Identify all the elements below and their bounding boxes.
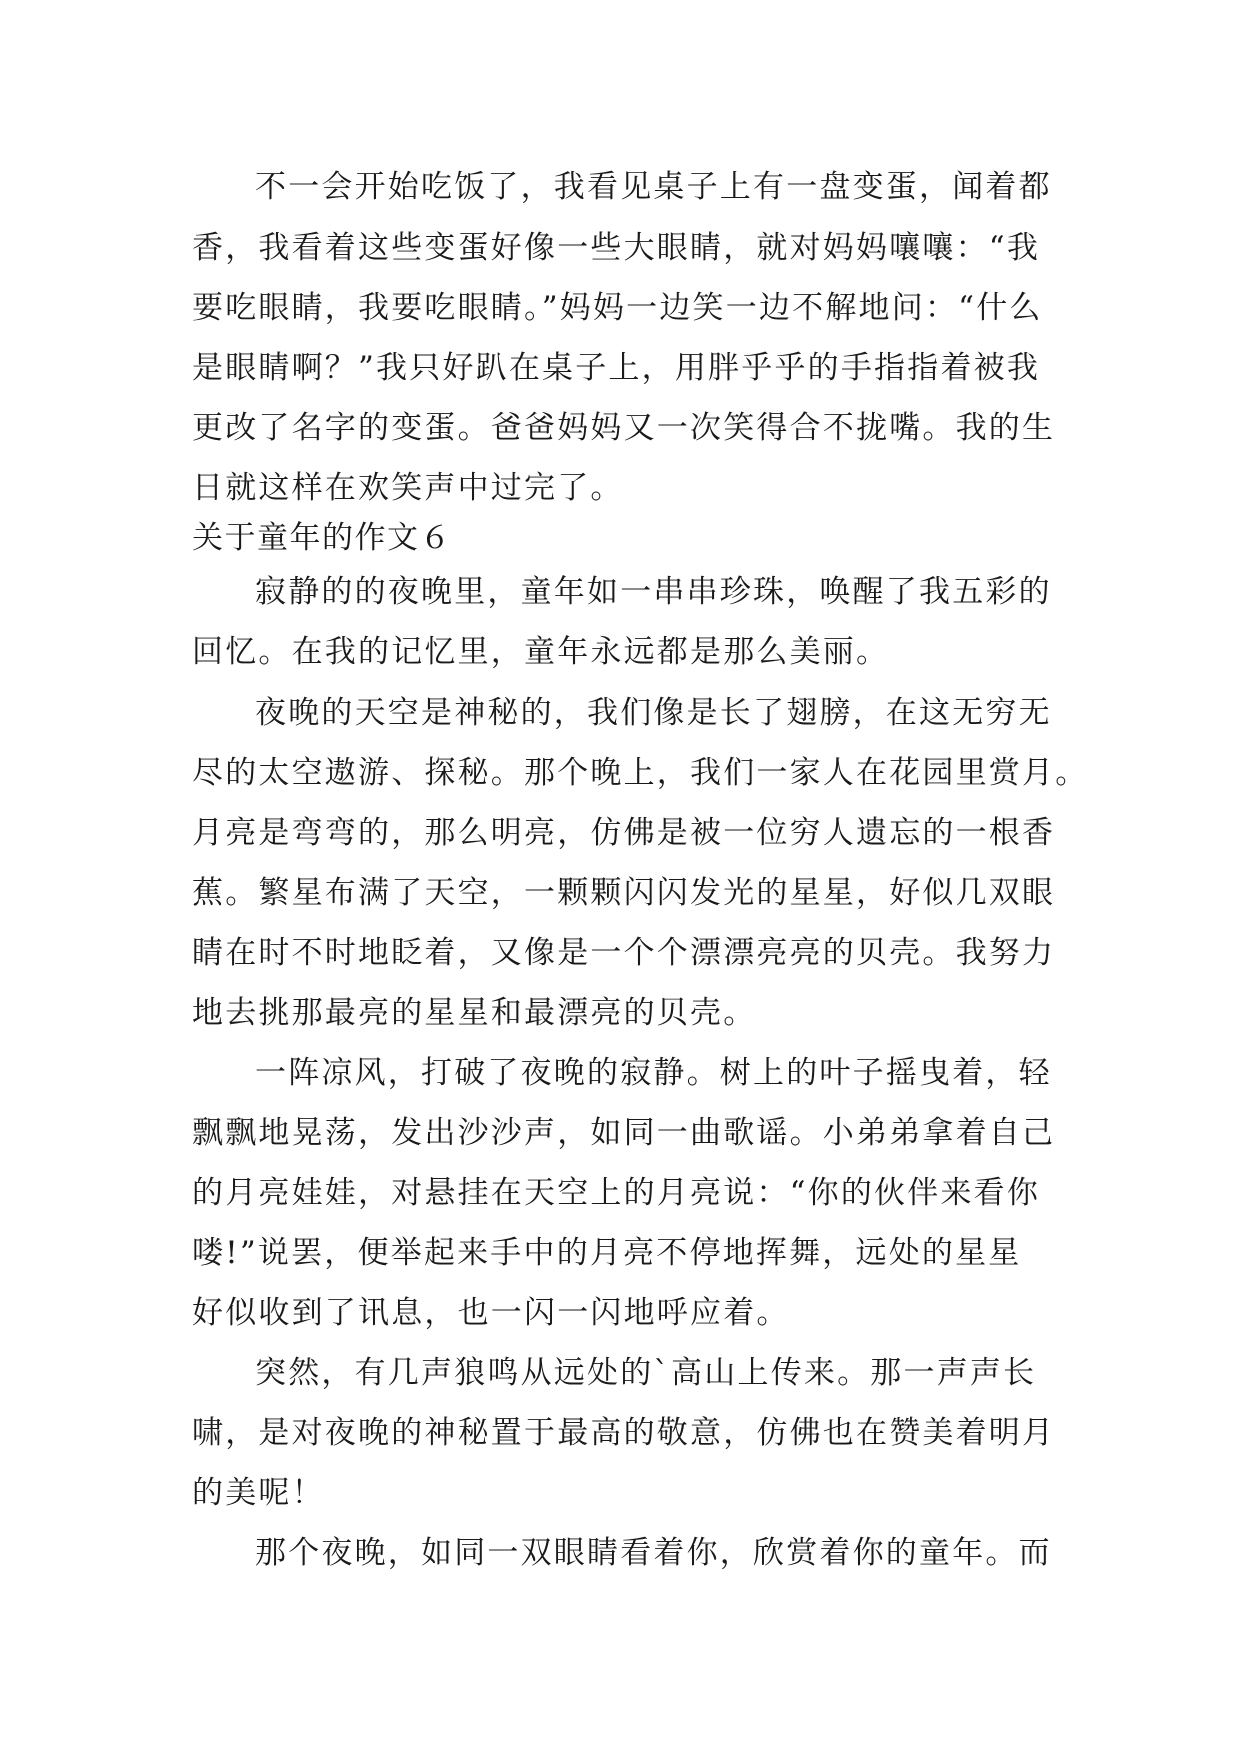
paragraph-line: 的美呢！ <box>192 1475 325 1511</box>
paragraph-line: 日就这样在欢笑声中过完了。 <box>192 470 624 506</box>
paragraph-line: 要吃眼睛，我要吃眼睛。”妈妈一边笑一边不解地问：“什么 <box>192 290 1043 326</box>
paragraph-line: 的月亮娃娃，对悬挂在天空上的月亮说：“你的伙伴来看你 <box>192 1175 1041 1211</box>
paragraph-line: 是眼睛啊？”我只好趴在桌子上，用胖乎乎的手指指着被我 <box>192 350 1041 386</box>
paragraph-line: 一阵凉风，打破了夜晚的寂静。树上的叶子摇曳着，轻 <box>255 1055 1052 1091</box>
paragraph-line: 好似收到了讯息，也一闪一闪地呼应着。 <box>192 1295 790 1331</box>
paragraph-line: 那个夜晚，如同一双眼睛看着你，欣赏着你的童年。而 <box>255 1535 1052 1571</box>
paragraph-line: 啸，是对夜晚的神秘置于最高的敬意，仿佛也在赞美着明月 <box>192 1415 1056 1451</box>
paragraph-line: 回忆。在我的记忆里，童年永远都是那么美丽。 <box>192 634 890 670</box>
paragraph-line: 睛在时不时地眨着，又像是一个个漂漂亮亮的贝壳。我努力 <box>192 935 1056 971</box>
paragraph-line: 香，我看着这些变蛋好像一些大眼睛，就对妈妈嚷嚷：“我 <box>192 230 1041 266</box>
paragraph-line: 地去挑那最亮的星星和最漂亮的贝壳。 <box>192 995 757 1031</box>
paragraph-line: 突然，有几声狼鸣从远处的`高山上传来。那一声声长 <box>255 1355 1037 1391</box>
paragraph-line: 月亮是弯弯的，那么明亮，仿佛是被一位穷人遗忘的一根香 <box>192 815 1056 851</box>
paragraph-line: 尽的太空遨游、探秘。那个晚上，我们一家人在花园里赏月。 <box>192 755 1089 791</box>
paragraph-line: 不一会开始吃饭了，我看见桌子上有一盘变蛋，闻着都 <box>255 169 1052 205</box>
paragraph-line: 夜晚的天空是神秘的，我们像是长了翅膀，在这无穷无 <box>255 695 1052 731</box>
paragraph-line: 蕉。繁星布满了天空，一颗颗闪闪发光的星星，好似几双眼 <box>192 875 1056 911</box>
paragraph-line: 喽!”说罢，便举起来手中的月亮不停地挥舞，远处的星星 <box>192 1235 1022 1271</box>
paragraph-line: 寂静的的夜晚里，童年如一串串珍珠，唤醒了我五彩的 <box>255 574 1052 610</box>
paragraph-line: 更改了名字的变蛋。爸爸妈妈又一次笑得合不拢嘴。我的生 <box>192 410 1056 446</box>
section-heading: 关于童年的作文６ <box>192 520 452 556</box>
paragraph-line: 飘飘地晃荡，发出沙沙声，如同一曲歌谣。小弟弟拿着自己 <box>192 1115 1056 1151</box>
